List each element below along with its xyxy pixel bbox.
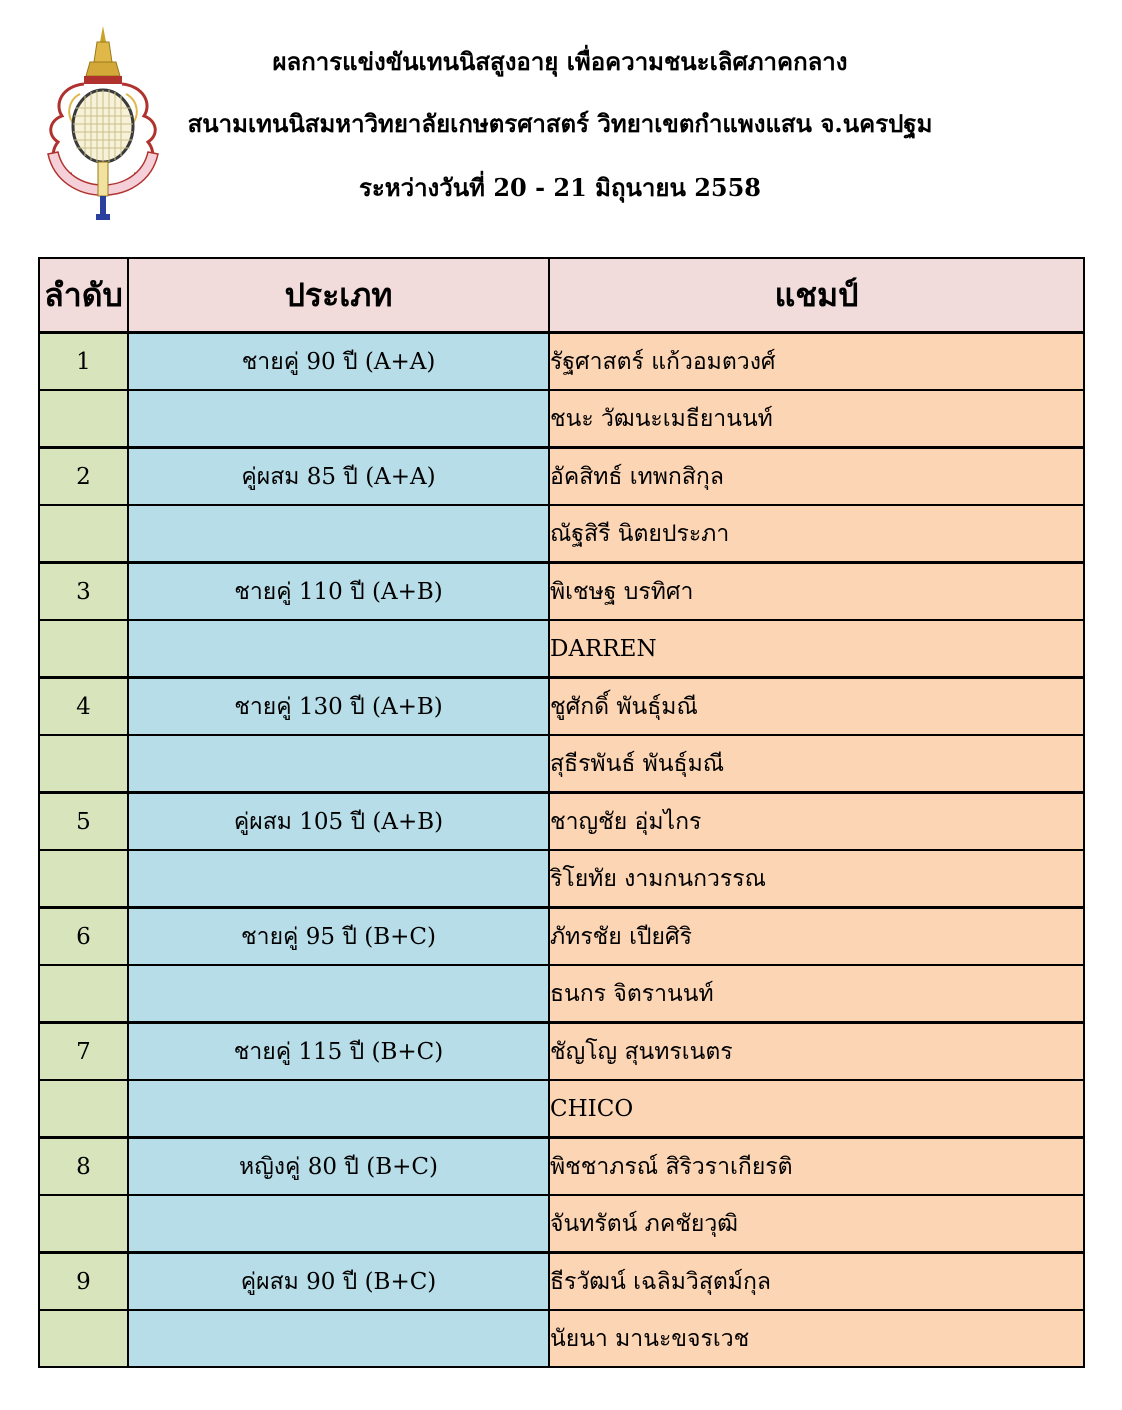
champion-cell: ธีรวัฒน์ เฉลิมวิสุตม์กุล [549, 1253, 1084, 1311]
category-cell: ชายคู่ 130 ปี (A+B) [128, 678, 549, 736]
champion-cell: ณัฐสิรี นิตยประภา [549, 505, 1084, 563]
row-number: 5 [39, 793, 128, 851]
row-number-empty [39, 620, 128, 678]
category-cell: คู่ผสม 85 ปี (A+A) [128, 448, 549, 506]
row-number-empty [39, 390, 128, 448]
row-number-empty [39, 1310, 128, 1367]
category-cell-empty [128, 390, 549, 448]
champion-cell: รัฐศาสตร์ แก้วอมตวงศ์ [549, 333, 1084, 391]
title-block [150, 40, 970, 200]
champion-cell: ริโยทัย งามกนกวรรณ [549, 850, 1084, 908]
category-cell-empty [128, 1080, 549, 1138]
results-table [38, 257, 1085, 1368]
table-row [39, 563, 1084, 621]
category-cell: ชายคู่ 115 ปี (B+C) [128, 1023, 549, 1081]
champion-cell: จันทรัตน์ ภคชัยวุฒิ [549, 1195, 1084, 1253]
row-number: 2 [39, 448, 128, 506]
category-cell-empty [128, 1195, 549, 1253]
champion-cell: DARREN [549, 620, 1084, 678]
category-cell-empty [128, 620, 549, 678]
table-row [39, 1023, 1084, 1081]
category-cell-empty [128, 735, 549, 793]
table-row [39, 850, 1084, 908]
table-row [39, 448, 1084, 506]
table-row [39, 1310, 1084, 1367]
title-line-1: ผลการแข่งขันเทนนิสสูงอายุ เพื่อความชนะเลิศภาคกลาง [272, 47, 848, 76]
category-cell: คู่ผสม 105 ปี (A+B) [128, 793, 549, 851]
row-number: 3 [39, 563, 128, 621]
table-row [39, 965, 1084, 1023]
category-cell-empty [128, 505, 549, 563]
table-row [39, 505, 1084, 563]
category-cell-empty [128, 850, 549, 908]
champion-cell: ชนะ วัฒนะเมธียานนท์ [549, 390, 1084, 448]
champion-cell: พิชชาภรณ์ สิริวราเกียรติ [549, 1138, 1084, 1196]
row-number: 7 [39, 1023, 128, 1081]
table-row [39, 333, 1084, 391]
row-number-empty [39, 1080, 128, 1138]
champion-cell: ชัญโญ สุนทรเนตร [549, 1023, 1084, 1081]
column-header-no: ลำดับ [39, 258, 128, 333]
champion-cell: พิเชษฐ บรทิศา [549, 563, 1084, 621]
row-number-empty [39, 735, 128, 793]
category-cell: ชายคู่ 95 ปี (B+C) [128, 908, 549, 966]
champion-cell: CHICO [549, 1080, 1084, 1138]
table-row [39, 390, 1084, 448]
row-number: 9 [39, 1253, 128, 1311]
table-header-row [39, 258, 1084, 333]
row-number: 1 [39, 333, 128, 391]
champion-cell: ชาญชัย อุ่มไกร [549, 793, 1084, 851]
row-number: 8 [39, 1138, 128, 1196]
table-row [39, 735, 1084, 793]
row-number-empty [39, 505, 128, 563]
table-row [39, 1253, 1084, 1311]
row-number-empty [39, 850, 128, 908]
category-cell: ชายคู่ 90 ปี (A+A) [128, 333, 549, 391]
title-line-3: ระหว่างวันที่ 20 - 21 มิถุนายน 2558 [358, 173, 761, 202]
table-row [39, 620, 1084, 678]
table-row [39, 908, 1084, 966]
column-header-category: ประเภท [128, 258, 549, 333]
table-row [39, 1138, 1084, 1196]
champion-cell: อัคสิทธ์ เทพกสิกุล [549, 448, 1084, 506]
table-row [39, 678, 1084, 736]
category-cell: คู่ผสม 90 ปี (B+C) [128, 1253, 549, 1311]
category-cell-empty [128, 965, 549, 1023]
row-number: 6 [39, 908, 128, 966]
champion-cell: ภัทรชัย เปียศิริ [549, 908, 1084, 966]
category-cell: หญิงคู่ 80 ปี (B+C) [128, 1138, 549, 1196]
champion-cell: ธนกร จิตรานนท์ [549, 965, 1084, 1023]
champion-cell: นัยนา มานะขจรเวช [549, 1310, 1084, 1367]
row-number: 4 [39, 678, 128, 736]
table-row [39, 793, 1084, 851]
table-row [39, 1080, 1084, 1138]
category-cell: ชายคู่ 110 ปี (A+B) [128, 563, 549, 621]
category-cell-empty [128, 1310, 549, 1367]
title-line-2: สนามเทนนิสมหาวิทยาลัยเกษตรศาสตร์ วิทยาเขตกำแพงแสน จ.นครปฐม [187, 109, 933, 138]
row-number-empty [39, 1195, 128, 1253]
champion-cell: ชูศักดิ์ พันธุ์มณี [549, 678, 1084, 736]
column-header-champion: แชมป์ [549, 258, 1084, 333]
table-row [39, 1195, 1084, 1253]
champion-cell: สุธีรพันธ์ พันธุ์มณี [549, 735, 1084, 793]
row-number-empty [39, 965, 128, 1023]
